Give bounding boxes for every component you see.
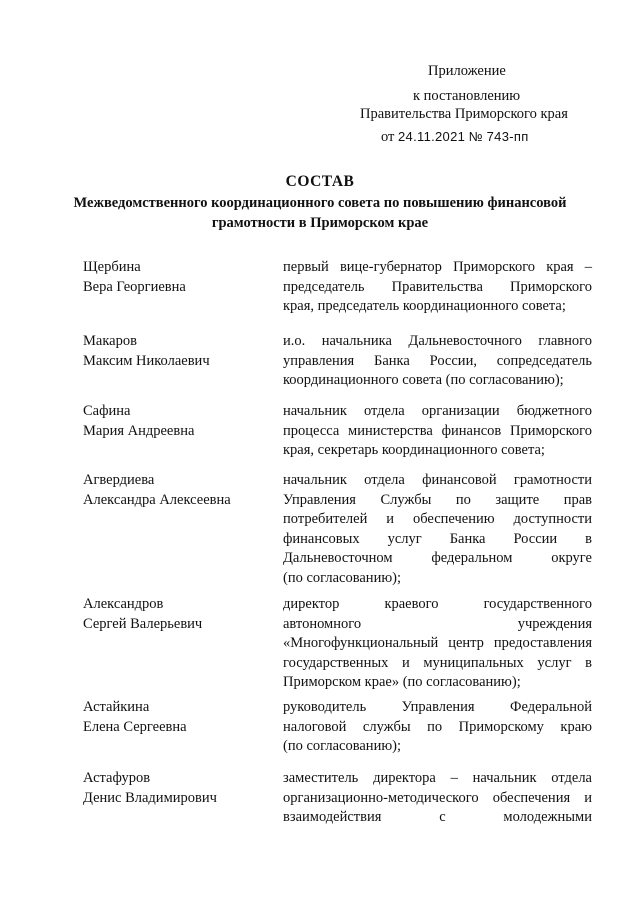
member-surname: Макаров	[83, 333, 137, 349]
member-surname: Астайкина	[83, 699, 150, 715]
date-prefix: от	[381, 129, 395, 145]
member-position	[283, 332, 592, 391]
position-line: финансовых услуг Банка России в	[283, 530, 592, 547]
position-line: координационного совета (по согласованию);	[283, 372, 564, 388]
member-given-name: Елена Сергеевна	[83, 718, 187, 735]
position-line: организационно-методического обеспечения и	[283, 789, 592, 806]
position-line: Приморском крае» (по согласованию);	[283, 674, 521, 690]
position-line: первый вице-губернатор Приморского края –	[283, 259, 592, 275]
government-label: Правительства Приморского края	[360, 106, 568, 122]
decree-date: 24.11.2021	[398, 129, 466, 144]
member-surname: Сафина	[83, 403, 131, 419]
member-name	[83, 402, 273, 441]
member-name	[83, 471, 273, 510]
position-line: руководитель Управления Федеральной	[283, 699, 592, 715]
position-line: края, председатель координационного совета;	[283, 298, 566, 314]
number-sign: №	[468, 129, 484, 144]
document-subtitle	[0, 193, 640, 233]
position-line: (по согласованию);	[283, 569, 402, 586]
position-line: края, секретарь координационного совета;	[283, 442, 545, 458]
position-line: начальник отдела финансовой грамотности	[283, 472, 592, 488]
position-line: председатель Правительства Приморского	[283, 278, 592, 295]
member-given-name: Денис Владимирович	[83, 789, 217, 806]
position-line: управления Банка России, сопредседатель	[283, 352, 592, 369]
member-name	[83, 258, 273, 297]
member-surname: Агвердиева	[83, 472, 155, 488]
position-line: директор краевого государственного	[283, 596, 592, 612]
member-position	[283, 402, 592, 461]
member-position	[283, 698, 592, 757]
member-surname: Щербина	[83, 259, 141, 275]
position-line: процесса министерства финансов Приморского	[283, 422, 592, 439]
position-line: Дальневосточном федеральном округе	[283, 550, 592, 566]
member-position	[283, 258, 592, 317]
position-line: налоговой службы по Приморскому краю	[283, 718, 592, 735]
subtitle-line-1: Межведомственного координационного совета по повышению финансовой	[73, 195, 567, 211]
member-given-name: Максим Николаевич	[83, 352, 210, 369]
member-position	[283, 769, 592, 828]
position-line: Управления Службы по защите прав	[283, 491, 592, 508]
member-surname: Александров	[83, 596, 164, 612]
member-given-name: Сергей Валерьевич	[83, 615, 203, 632]
position-line: (по согласованию);	[283, 738, 402, 754]
member-name	[83, 698, 273, 737]
position-line: начальник отдела организации бюджетного	[283, 403, 592, 419]
position-line: «Многофункциональный центр предоставления	[283, 635, 592, 651]
subtitle-line-2: грамотности в Приморском крае	[211, 215, 429, 231]
position-line: автономного учреждения	[283, 615, 592, 632]
member-surname: Астафуров	[83, 770, 151, 786]
position-line: государственных и муниципальных услуг в	[283, 654, 592, 671]
to-decree-label: к постановлению	[413, 88, 521, 104]
decree-date-line	[381, 129, 529, 146]
member-given-name: Мария Андреевна	[83, 422, 195, 439]
position-line: взаимодействия с молодежными	[283, 809, 592, 825]
position-line: заместитель директора – начальник отдела	[283, 770, 592, 786]
member-name	[83, 769, 273, 808]
member-position	[283, 595, 592, 693]
member-given-name: Александра Алексеевна	[83, 491, 231, 508]
member-given-name: Вера Георгиевна	[83, 278, 186, 295]
appendix-label: Приложение	[428, 63, 506, 79]
member-position	[283, 471, 592, 588]
member-name	[83, 595, 273, 634]
decree-number: 743-пп	[486, 129, 529, 144]
position-line: потребителей и обеспечению доступности	[283, 511, 592, 527]
position-line: и.о. начальника Дальневосточного главного	[283, 333, 592, 349]
member-name	[83, 332, 273, 371]
document-title: СОСТАВ	[285, 173, 355, 190]
